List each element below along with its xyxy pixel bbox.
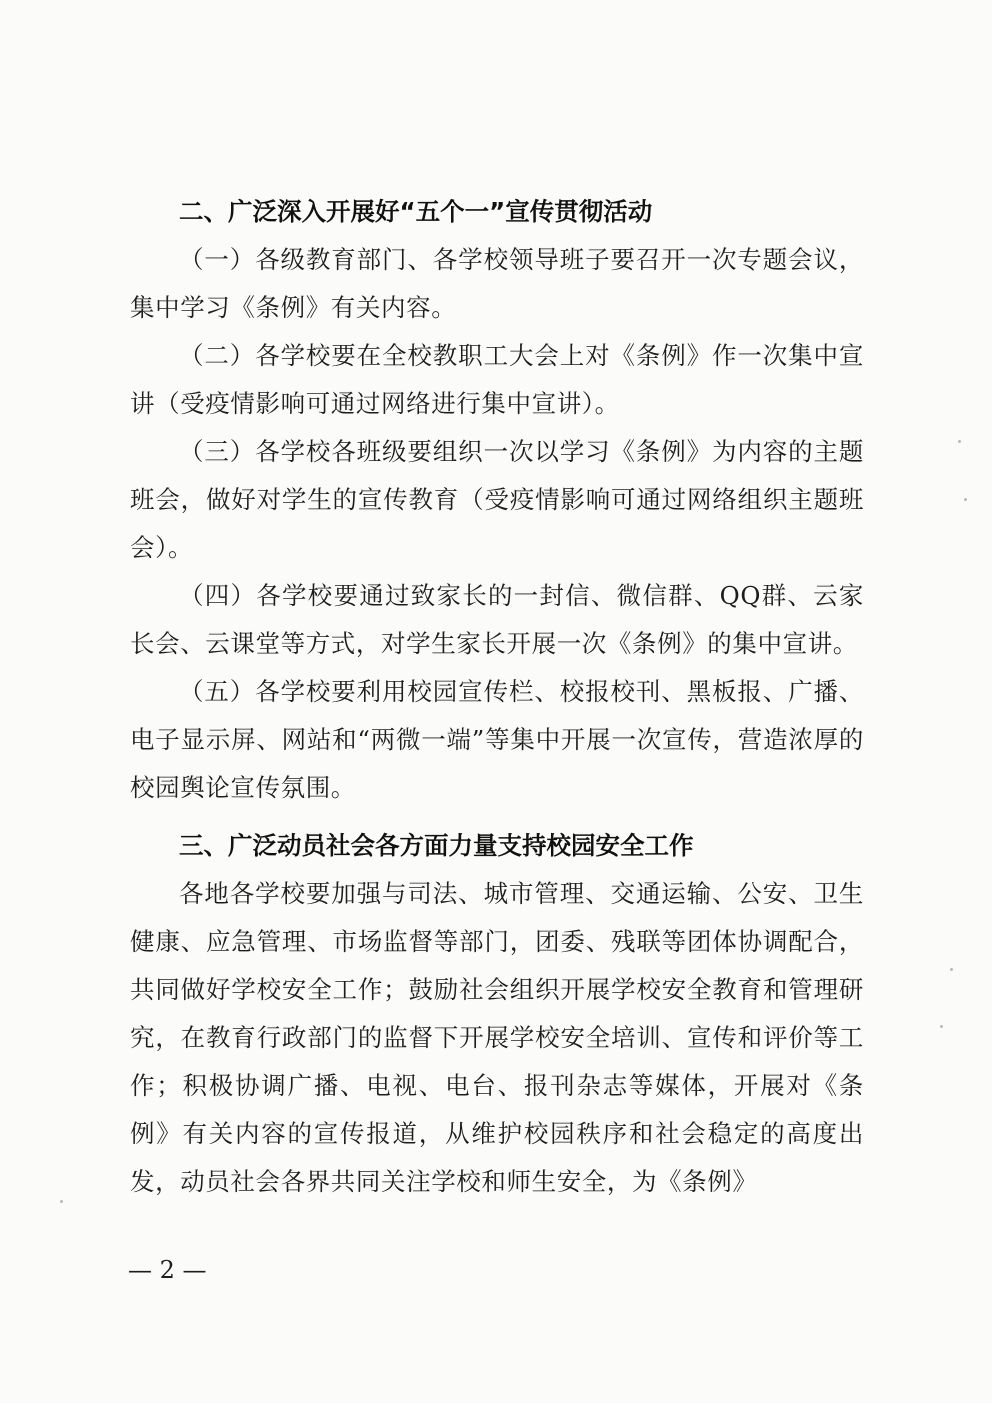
section-2-item-4: （四）各学校要通过致家长的一封信、微信群、QQ群、云家长会、云课堂等方式，对学生家长开展一次《条例》的集中宣讲。 [130,581,864,658]
section-2-heading: 二、广泛深入开展好“五个一”宣传贯彻活动 [179,197,653,226]
page-number: — 2 — [128,1256,207,1284]
section-3-heading: 三、广泛动员社会各方面力量支持校园安全工作 [179,831,694,860]
scan-speck [958,440,961,443]
section-2-item-3: （三）各学校各班级要组织一次以学习《条例》为内容的主题班会，做好对学生的宣传教育（受疫情影响可通过网络组织主题班会）。 [130,437,864,562]
scan-speck [60,1200,63,1203]
document-body [130,188,864,1206]
section-2-item-2: （二）各学校要在全校教职工大会上对《条例》作一次集中宣讲（受疫情影响可通过网络进行集中宣讲）。 [130,341,864,418]
scan-speck [940,1025,943,1028]
section-2-item-5: （五）各学校要利用校园宣传栏、校报校刊、黑板报、广播、电子显示屏、网站和“两微一端”等集中开展一次宣传，营造浓厚的校园舆论宣传氛围。 [130,677,864,802]
scan-speck [950,968,953,971]
scan-speck [964,498,967,501]
section-3-body: 各地各学校要加强与司法、城市管理、交通运输、公安、卫生健康、应急管理、市场监督等部门，团委、残联等团体协调配合，共同做好学校安全工作；鼓励社会组织开展学校安全教育和管理研究，在教育行政部门的监督下开展学校安全培训、宣传和评价等工作；积极协调广播、电视、电台、报刊杂志等媒体，开展对《条例》有关内容的宣传报道，从维护校园秩序和社会稳定的高度出发，动员社会各界共同关注学校和师生安全，为《条例》 [130,879,864,1196]
section-2-item-1: （一）各级教育部门、各学校领导班子要召开一次专题会议，集中学习《条例》有关内容。 [130,245,864,322]
